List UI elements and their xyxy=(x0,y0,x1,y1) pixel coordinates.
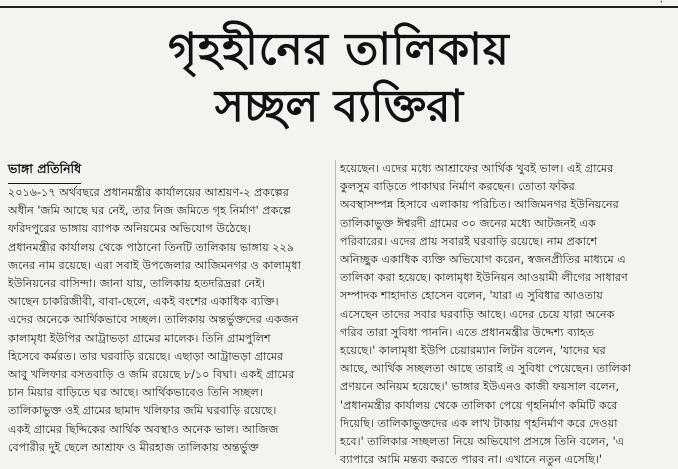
top-rule xyxy=(0,6,678,8)
text-line: তালিকা করা হয়েছে। কালামৃধা ইউনিয়ন আওয়ামী লীগের সাধারণ xyxy=(340,271,628,285)
left-column xyxy=(8,184,330,457)
text-line: কুলসুম বাড়িতে পাকাঘর নির্মাণ করছেন। তোতা ফকির xyxy=(340,180,575,194)
text-line: অধীন 'জমি আছে ঘর নেই, তার নিজ জমিতে গৃহ নির্মাণ' প্রকল্পে xyxy=(8,204,291,218)
text-line: ২০১৬-১৭ অর্থবছরে প্রধানমন্ত্রীর কার্যালয়ের আশ্রয়ণ-২ প্রকল্পের xyxy=(8,186,289,199)
text-line: আছে, আর্থিক সচ্ছলতা আছে তারাই এ সুবিধা পেয়েছেন। তালিকা xyxy=(340,362,632,376)
text-line: গরিব তারা সুবিধা পাননি। এতে প্রধানমন্ত্রীর উদ্দেশ্য ব্যাহত xyxy=(340,325,595,339)
text-line: হবে।' তালিকার সচ্ছলতা নিয়ে অভিযোগ প্রসঙ্গে তিনি বলেন, 'এ xyxy=(340,435,625,449)
text-line: প্রণয়নে অনিয়ম হয়েছে।' ভাঙ্গার ইউএনও কাজী ফয়সাল বলেন, xyxy=(340,380,620,394)
text-line: প্রধানমন্ত্রীর কার্যালয় থেকে পাঠানো তিনটি তালিকায় ভাঙ্গায় ২২৯ xyxy=(8,240,295,254)
headline-line-1: গৃহহীনের তালিকায় xyxy=(168,24,510,75)
byline: ভাঙ্গা প্রতিনিধি xyxy=(8,161,81,184)
text-line: 'প্রধানমন্ত্রীর কার্যালয় থেকে তালিকা পেয়ে গৃহনির্মাণ কমিটি করে xyxy=(340,398,618,412)
text-line: দিয়েছি। তালিকাভুক্তদের এক লাখ টাকায় গৃহনির্মাণ করে দেওয়া xyxy=(340,416,618,430)
text-line: তালিকাভুক্ত ওই গ্রামের ছামাদ খলিফার জমি ঘরবাড়ি রয়েছে। xyxy=(8,404,277,418)
text-line: সম্পাদক শাহাদাত হোসেন বলেন, 'যারা এ সুবিধার আওতায় xyxy=(340,289,603,303)
text-line: চান মিয়ার বাড়িতে ঘর আছে। আর্থিকভাবেও তিনি সচ্ছল। xyxy=(8,386,263,400)
right-column xyxy=(340,160,670,469)
column-divider xyxy=(335,160,336,455)
text-line: ফরিদপুরের ভাঙ্গায় ব্যাপক অনিয়মের অভিযোগ উঠেছে। xyxy=(8,222,251,236)
text-line: জনের নাম রয়েছে। এরা সবাই উপজেলার আজিমনগর ও কালামৃধা xyxy=(8,258,301,272)
corner-mark: ' xyxy=(660,0,663,10)
text-line: বেপারীর দুই ছেলে আশ্রাফ ও মীরহাজ তালিকায় অন্তর্ভুক্ত xyxy=(8,440,259,454)
text-line: হিসেবে কর্মরত। তার ঘরবাড়ি রয়েছে। এছাড়া আট্রাভড়া গ্রামের xyxy=(8,349,284,363)
text-line: অনিচ্ছুক একাধিক ব্যক্তি অভিযোগ করেন, স্বজনপ্রীতির মাধ্যমে এ xyxy=(340,253,626,267)
text-line: পরিবারের। এদের প্রায় সবারই ঘরবাড়ি রয়েছে। নাম প্রকাশে xyxy=(340,234,598,248)
text-line: একই গ্রামের ছিদ্দিকের আর্থিক অবস্থাও অনেক ভাল। আজিজ xyxy=(8,422,279,436)
text-line: এসেছেন তাদের সবার ঘরবাড়ি আছে। এদের চেয়ে যারা অনেক xyxy=(340,307,615,321)
text-line: হয়েছেন। এদের মধ্যে আশ্রাফের আর্থিক খুবই ভাল। এই গ্রামের xyxy=(340,162,614,175)
text-line: হয়েছে।' কালামৃধা ইউপি চেয়ারম্যান লিটন বলেন, 'যাদের ঘর xyxy=(340,344,606,358)
text-line: আবু খলিফার বসতবাড়ি ও জমি রয়েছে ৮/১০ বিঘা। একই গ্রামের xyxy=(8,368,295,382)
text-line: কালামৃধা ইউপির আট্রাভড়া গ্রামের মালেক। তিনি গ্রামপুলিশ xyxy=(8,331,271,345)
text-line: আছেন চাকরিজীবী, বাবা-ছেলে, একই বংশের একাধিক ব্যক্তি। xyxy=(8,295,279,309)
headline-line-2: সচ্ছল ব্যক্তিরা xyxy=(214,81,464,132)
text-line: এদের অনেকে আর্থিকভাবে সচ্ছল। তালিকায় অন্তর্ভুক্তদের একজন xyxy=(8,313,299,327)
text-line: তালিকাভুক্ত ঈশ্বরদী গ্রামের ৩০ জনের মধ্যে আটজনই এক xyxy=(340,216,596,230)
text-line: ব্যাপারে আমি মন্তব্য করতে পারব না। এখানে নতুন এসেছি।' xyxy=(340,453,602,467)
headline xyxy=(0,22,678,136)
text-line: অবস্থাসম্পন্ন হিসাবে এলাকায় পরিচিত। আজিমনগর ইউনিয়নের xyxy=(340,198,619,212)
text-line: ইউনিয়নের বাসিন্দা। জানা যায়, তালিকায় হতদরিদ্ররা নেই। xyxy=(8,277,266,291)
